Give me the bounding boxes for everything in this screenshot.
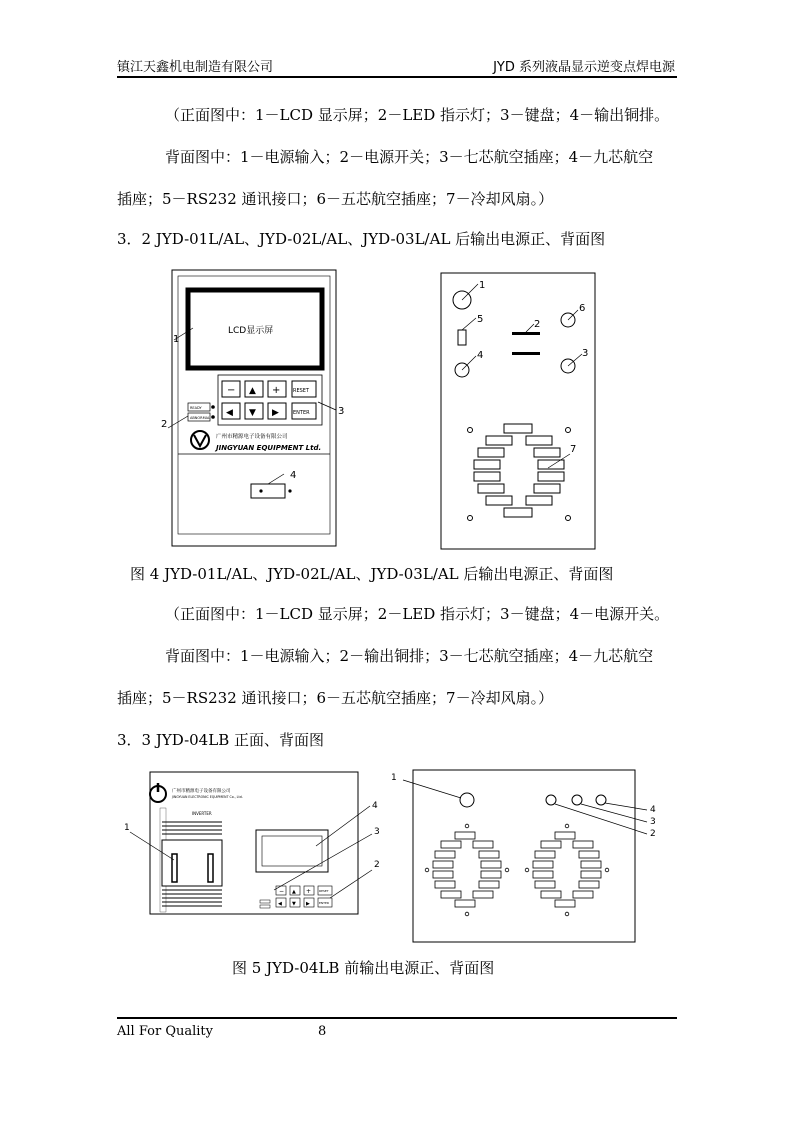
svg-text:ENTER: ENTER (319, 901, 329, 905)
lcd-label: LCD显示屏 (228, 326, 274, 336)
back-view-note-line1: 背面图中：1－电源输入；2－电源开关；3－七芯航空插座；4－九芯航空 (165, 148, 654, 166)
figure-5-back-panel (385, 766, 665, 946)
back-view-note-line2: 插座；5－RS232 通讯接口；6－五芯航空插座；7－冷却风扇。） (117, 190, 554, 208)
svg-text:RESET: RESET (319, 889, 329, 893)
page-number: 8 (318, 1024, 327, 1039)
svg-text:◀: ◀ (278, 901, 282, 907)
back-callout-3: 3 (582, 348, 589, 359)
back-view-note-2-line1: 背面图中：1－电源输入；2－输出铜排；3－七芯航空插座；4－九芯航空 (165, 647, 654, 665)
logo-cn-text: 广州市精源电子设备有限公司 (216, 434, 288, 440)
key-reset: RESET (293, 388, 310, 394)
callout-3: 3 (338, 406, 345, 417)
header-product-title: JYD 系列液晶显示逆变点焊电源 (493, 60, 675, 75)
svg-text:+: + (306, 888, 312, 895)
back-callout-2: 2 (534, 319, 541, 330)
header-rule (117, 76, 677, 78)
svg-text:▲: ▲ (292, 889, 296, 895)
callout-2: 2 (161, 419, 168, 430)
svg-text:▼: ▼ (292, 901, 296, 907)
back-callout-7: 7 (570, 444, 577, 455)
footer-slogan: All For Quality (117, 1024, 213, 1039)
socket-a (546, 795, 556, 805)
model-line: INVERTER (192, 811, 212, 816)
front-view-note-2: （正面图中：1－LCD 显示屏；2－LED 指示灯；3－键盘；4－电源开关。 (165, 605, 670, 623)
logo-en-text-2: JINGYUAN ELECTRONIC EQUIPMENT Co., Ltd. (172, 795, 243, 799)
f5-callout-1: 1 (124, 823, 130, 833)
led-ready-label: READY (190, 406, 202, 410)
output-busbar (251, 484, 285, 498)
footer-rule (117, 1017, 677, 1019)
svg-text:▶: ▶ (306, 901, 310, 907)
logo-en-text: JINGYUAN EQUIPMENT Ltd. (216, 444, 322, 452)
f5-back-callout-3: 3 (650, 817, 656, 827)
key-left: ◀ (226, 408, 233, 418)
key-right: ▶ (272, 408, 279, 418)
figure-4-caption: 图 4 JYD-01L/AL、JYD-02L/AL、JYD-03L/AL 后输出电源正、背面图 (130, 565, 614, 583)
key-down: ▼ (249, 408, 256, 418)
socket-b (572, 795, 582, 805)
svg-text:−: − (279, 888, 285, 895)
section-heading-3-2: 3．2 JYD-01L/AL、JYD-02L/AL、JYD-03L/AL 后输出电源正、背面图 (117, 230, 606, 248)
output-bar-top (512, 332, 540, 335)
figure-4-front-panel (160, 262, 360, 552)
figure-4-back-panel (440, 272, 600, 552)
power-input-2 (460, 793, 474, 807)
front-view-note: （正面图中：1－LCD 显示屏；2－LED 指示灯；3－键盘；4－输出铜排。 (165, 106, 670, 124)
key-enter: ENTER (293, 410, 310, 416)
f5-callout-2: 2 (374, 860, 380, 870)
key-up: ▲ (249, 386, 256, 396)
f5-callout-4: 4 (372, 801, 378, 811)
back-callout-1: 1 (479, 280, 486, 291)
socket-c (596, 795, 606, 805)
callout-4: 4 (290, 470, 297, 481)
back-callout-6: 6 (579, 303, 586, 314)
f5-back-callout-4: 4 (650, 805, 656, 815)
output-bar-bottom (512, 352, 540, 355)
back-view-note-2-line2: 插座；5－RS232 通讯接口；6－五芯航空插座；7－冷却风扇。） (117, 689, 554, 707)
led-abnormal-label: ABNORMAL (190, 416, 210, 420)
back-callout-5: 5 (477, 314, 484, 325)
figure-5-caption: 图 5 JYD-04LB 前输出电源正、背面图 (232, 959, 495, 977)
back-callout-4: 4 (477, 350, 484, 361)
f5-callout-3: 3 (374, 827, 380, 837)
logo-cn-text-2: 广州市精源电子设备有限公司 (172, 789, 231, 794)
callout-1: 1 (173, 334, 180, 345)
rs232-port (458, 330, 466, 345)
key-plus: + (272, 385, 281, 396)
figure-5-front-panel (118, 770, 380, 920)
section-heading-3-3: 3．3 JYD-04LB 正面、背面图 (117, 731, 324, 749)
header-company: 镇江天鑫机电制造有限公司 (117, 60, 274, 75)
f5-back-callout-1: 1 (391, 773, 397, 783)
f5-back-callout-2: 2 (650, 829, 656, 839)
key-minus: − (227, 385, 236, 396)
